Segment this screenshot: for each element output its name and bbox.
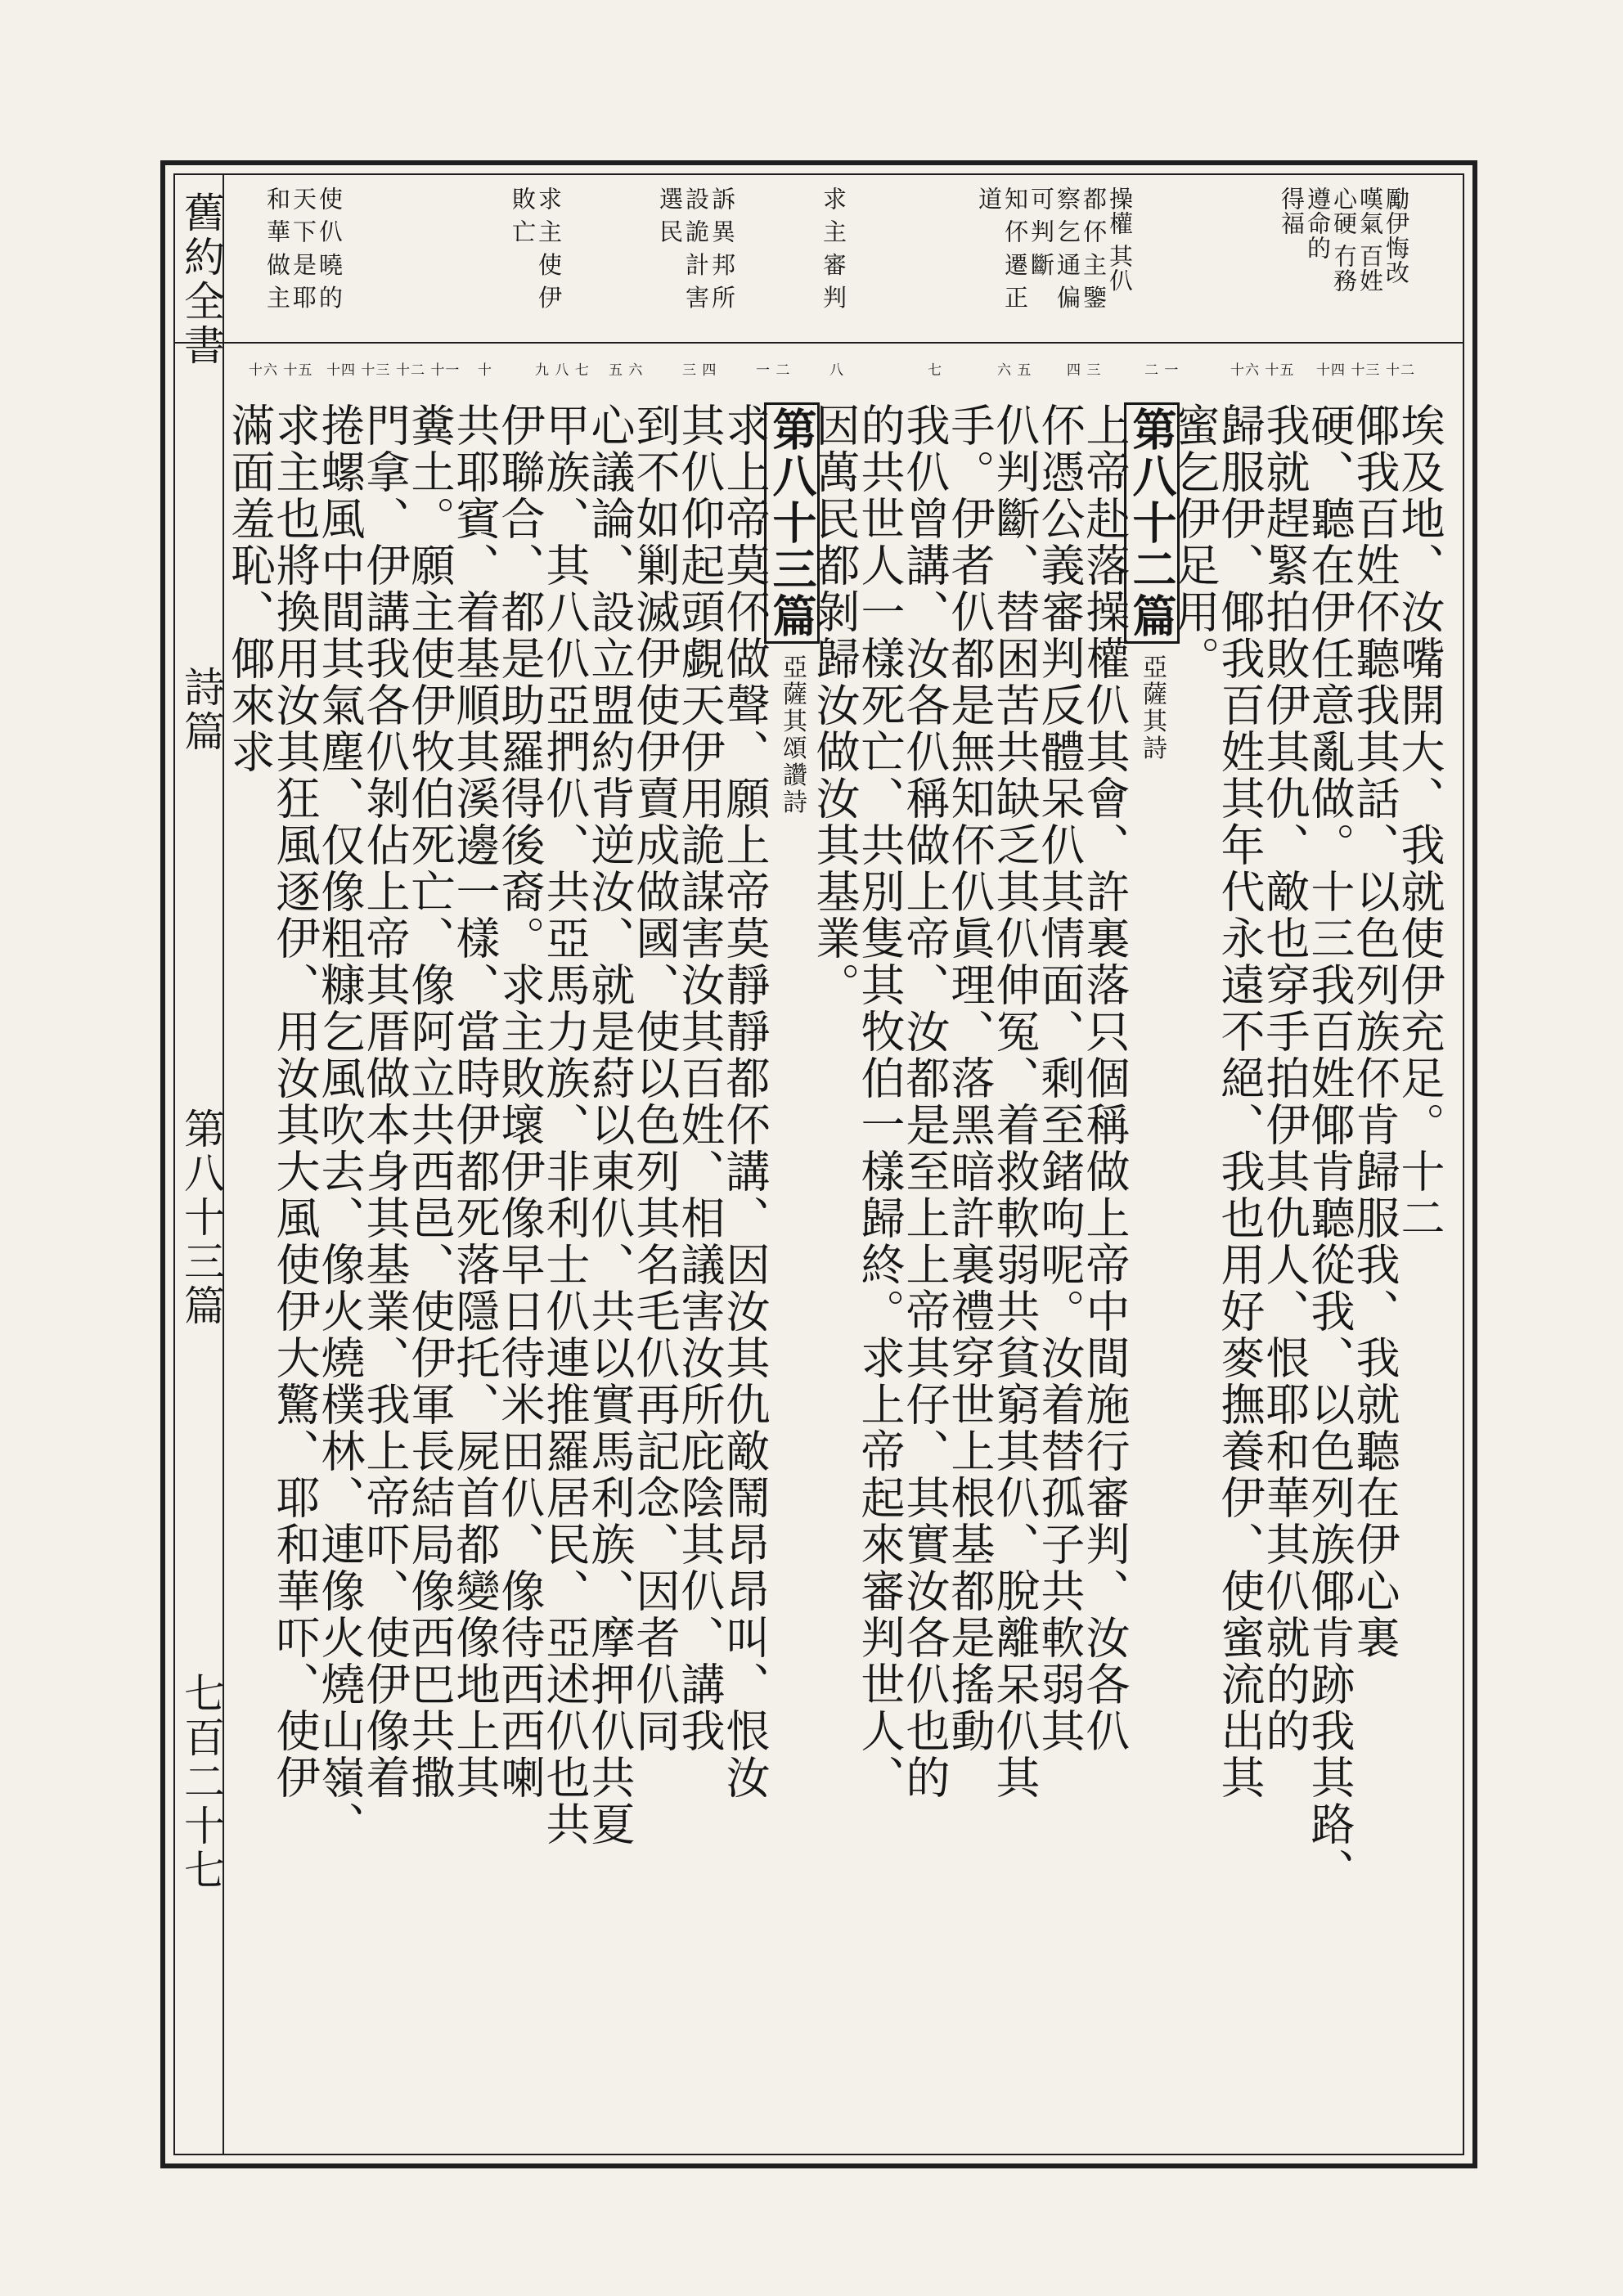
gloss-band	[175, 175, 1463, 344]
text-column: 求上帝莫伓做聲、願上帝莫靜靜都伓講、因汝其仇敵鬧昂昂叫、恨汝	[719, 402, 771, 1801]
book-title: 舊約全書	[178, 191, 225, 368]
verse-number: 十二	[1386, 362, 1415, 379]
text-column: 到不如剿滅伊使伊賣成做國、使以色列其名毛仈再記念、因者仈同	[629, 402, 681, 1755]
gloss: 使 仈 曉 的	[316, 186, 344, 310]
gloss: 可 判 斷	[1027, 186, 1055, 277]
text-column: 的共世人一樣死亡、共別隻其牧伯一樣歸終。求上帝起來審判世人、	[854, 402, 906, 1801]
text-column: 我就趕緊拍敗伊其仇、敵也穿手拍伊其仇人、恨耶和華其仈就的的	[1259, 402, 1311, 1755]
gloss: 嘆氣 百姓	[1356, 186, 1384, 294]
psalm-heading: 第八十三篇	[764, 402, 820, 644]
text-column: 糞土。願主使伊牧伯死亡、像阿立共西邑、使伊軍長結局像西巴共撒	[404, 402, 456, 1801]
verse-number: 十	[478, 362, 492, 379]
verse-number: 四 三	[1067, 362, 1102, 379]
text-column: 硬、聽在伊任意亂做。十三我百姓倻肯聽從我、以色列族倻肯跡我其路、	[1304, 402, 1355, 1894]
gloss-group	[658, 186, 735, 337]
psalm-subtitle: 亞薩其詩	[1138, 644, 1167, 762]
psalm-heading: 第八十二篇	[1124, 402, 1180, 644]
page-number: 七百二十七	[178, 1672, 225, 1893]
gloss: 遵命的	[1304, 186, 1332, 260]
text-column	[1124, 402, 1180, 762]
text-column	[764, 402, 820, 816]
gloss: 得福	[1278, 186, 1306, 236]
gloss: 和 華 做 主	[263, 186, 291, 310]
verse-number: 十四 十三	[326, 362, 391, 379]
gloss-group	[1279, 186, 1409, 337]
text-column: 捲螺風中間其氣塵、仅像粗糠乞風吹去、像火燒樸林、連像火燒山嶺、	[314, 402, 366, 1848]
section-name: 詩篇	[178, 666, 225, 754]
text-column: 仈判斷、替困苦共缺乏其仈伸冤、着救軟弱共貧窮其仈、脫離呆仈其	[989, 402, 1041, 1801]
gloss: 選 民	[656, 186, 684, 245]
text-column: 蜜乞伊足用。	[1169, 402, 1221, 682]
verse-number: 十六 十五	[249, 362, 313, 379]
verse-number: 十四 十三	[1316, 362, 1381, 379]
verse-number: 六 五	[997, 362, 1032, 379]
gloss: 求 主 使 伊	[535, 186, 563, 310]
text-column: 伊聯合、都是助羅得後裔。求主敗壞伊像早日待米田仈、像待西西喇	[494, 402, 546, 1801]
scripture-text	[175, 394, 1463, 2154]
frame-inner	[173, 173, 1464, 2155]
gloss: 敗 亡	[509, 186, 537, 245]
gloss: 設 詭 計 害	[682, 186, 710, 310]
gloss: 勵伊悔改	[1382, 186, 1410, 285]
gloss: 求 主 審 判	[820, 186, 847, 310]
verse-number: 十六 十五	[1230, 362, 1295, 379]
text-column: 歸服伊、倻我百姓其年代永遠不絕、我也用好麥撫養伊、使蜜流出其	[1214, 402, 1266, 1801]
text-column: 我仈曾講、汝各仈稱做上帝、汝都是至上上帝其仔、其實汝各仈也的	[899, 402, 951, 1801]
verse-number: 五 六	[609, 362, 644, 379]
gloss-group	[977, 186, 1132, 337]
text-column: 手。伊者仈都是無知伓仈眞理、落黑暗許裏禮穿世上根基都是搖動	[944, 402, 996, 1755]
chapter-label: 第八十三篇	[178, 1108, 225, 1328]
text-column: 心議論、設立盟約背逆汝、就是葤以東仈、共以實馬利族、摩押仈共夏	[584, 402, 636, 1848]
gloss-group	[265, 186, 342, 337]
gloss: 道	[975, 186, 1003, 211]
verse-number-row	[175, 344, 1463, 394]
verse-number: 二 一	[1144, 362, 1180, 379]
verse-number: 七	[928, 362, 942, 379]
text-column: 甲族、其八仈亞捫仈、共亞馬力族、非利士仈連推羅居民、亞述仈也共	[539, 402, 591, 1848]
text-column: 因萬民都剝歸汝做汝其基業。	[809, 402, 861, 1009]
gloss: 訴 異 邦 所	[708, 186, 736, 310]
text-column: 伓憑公義審判反體呆仈其情面、剩至鍺呴呢。汝着替孤子共軟弱其	[1034, 402, 1086, 1755]
gloss-group	[510, 186, 561, 337]
gloss: 都 伓 主 鑒	[1080, 186, 1108, 310]
verse-number: 九 八 七	[535, 362, 590, 379]
text-column: 共耶賓、着基順其溪邊一樣、當時伊都死落隱托、屍首都變像地上其	[449, 402, 501, 1801]
text-column: 其仈仰起頭覷天伊用詭謀害汝其百姓、相議害汝所庇陰其仈、講我	[674, 402, 726, 1755]
text-column: 門拿、伊講我各仈剝佔上帝其厝做本身其基業、我上帝吓、使伊像着	[359, 402, 411, 1801]
verse-number: 十二 十一	[396, 362, 461, 379]
text-column: 倻我百姓伓聽我其話、以色列族伓肯歸服我、我就聽在伊心裏	[1349, 402, 1400, 1661]
text-column: 上帝赴落操權仈其會、許裏落只個稱做上帝中間施行審判、汝各仈	[1079, 402, 1131, 1755]
gloss: 察 乞 通 偏	[1054, 186, 1081, 310]
verse-number: 一 二	[756, 362, 791, 379]
verse-number: 八	[829, 362, 844, 379]
text-column: 求主也將換用汝其狂風逐伊、用汝其大風使伊大驚、耶和華吓、使伊	[269, 402, 321, 1801]
text-column: 滿面羞恥、倻來求	[224, 402, 276, 775]
gloss: 心硬 冇務	[1330, 186, 1358, 294]
page-frame	[160, 160, 1477, 2168]
verse-number: 三 四	[682, 362, 717, 379]
text-column: 埃及地、汝嘴開大、我就使伊充足。十二	[1394, 402, 1445, 1242]
gloss-group	[821, 186, 846, 337]
gloss: 操權 其仈	[1106, 186, 1134, 294]
gloss: 天 下 是 耶	[290, 186, 317, 310]
gloss: 知 伓 遷 正	[1001, 186, 1029, 310]
psalm-subtitle: 亞薩其頌讚詩	[778, 644, 807, 816]
